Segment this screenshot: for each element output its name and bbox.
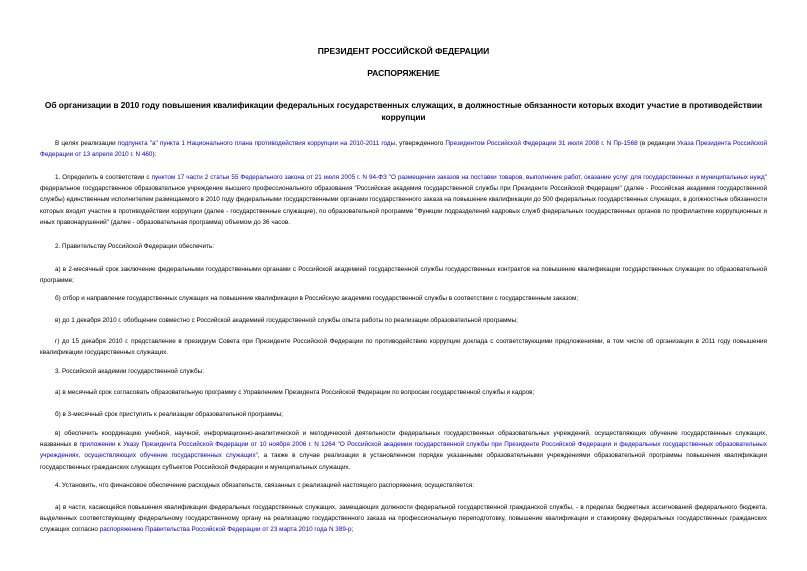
paragraph-2: 2. Правительству Российской Федерации обеспечить: xyxy=(55,243,215,250)
paragraph-3: 3. Российской академии государственной службы: xyxy=(55,368,204,375)
paragraph-4: 4. Установить, что финансовое обеспечение расходных обязательств, связанных с реализацией настоящего распоряжения, осуществляется: xyxy=(55,482,475,489)
paragraph-2a: а) в 2-месячный срок заключение федеральными государственными органами с Российской академией государственной службы государственных контрактов на повышение квалификации государственных служащих по образовательной программе; xyxy=(40,266,767,285)
link-appendix[interactable]: приложении xyxy=(79,441,116,449)
preamble-text: ): xyxy=(152,151,157,159)
preamble-text: (в редакции xyxy=(637,140,678,147)
paragraph-text: а) в части, касающейся повышения квалификации федеральных государственных служащих, замещающих должности федеральной государственной гражданской службы, - в пределах бюджетных ассигнований федерального бюджета, выделенных соответствующему федеральному государственному органу на реализацию государственного заказа на профессиональную переподготовку, повышение квалификации и стажировку федеральных государственных гражданских служащих согласно xyxy=(40,504,767,534)
document-title: Об организации в 2010 году повышения квалификации федеральных государственных служащих, в должностные обязанности которых входит участие в противодействии коррупции xyxy=(44,100,763,122)
paragraph-3c xyxy=(40,428,767,473)
link-federal-law-94[interactable]: пунктом 17 части 2 статьи 55 Федерального закона от 21 июля 2005 г. N 94-ФЗ "О размещении заказов на поставки товаров, выполнение работ, оказание услуг для государственных и муниципальных нужд" xyxy=(151,174,767,181)
paragraph-text: федеральное государственное образовательное учреждение высшего профессионального образования "Российская академия государственной службы при Президенте Российской Федерации" (далее - Российская академия государственной службы) единственным исполнителем размещаемого в 2010 году федеральными государственными органами государственного заказа на повышение квалификации до 500 федеральных государственных служащих, в должностные обязанности которых входит участие в противодействии коррупции (далее - государственные служащие), по образовательной программе "Функции подразделений кадровых служб федеральных государственных органов по профилактике коррупционных и иных правонарушений" (далее - образовательная программа) объемом до 36 часов. xyxy=(40,185,767,226)
link-president-approval[interactable]: Президентом Российской Федерации 31 июля 2008 г. N Пр-1568 xyxy=(445,140,638,147)
paragraph-3a: а) в месячный срок согласовать образовательную программу с Управлением Президента Российской Федерации по вопросам государственной службы и кадров; xyxy=(55,389,535,396)
paragraph-text: к xyxy=(115,441,124,449)
paragraph-text: в) обеспечить координацию учебной, научной, информационно-аналитической и методической деятельности федеральных государственных образовательных учреждений, осуществляющих обучение государственных служащих, названных в xyxy=(40,430,767,449)
link-national-anticorruption-plan[interactable]: подпункта "а" пункта 1 Национального плана противодействия коррупции на 2010-2011 годы xyxy=(117,140,396,147)
paragraph-text: 1. Определить в соответствии с xyxy=(55,174,152,181)
document-type: РАСПОРЯЖЕНИЕ xyxy=(367,68,440,78)
link-decree-460[interactable]: Указа Президента Российской Федерации от 13 апреля 2010 г. N 460 xyxy=(40,140,768,159)
paragraph-2d: г) до 15 декабря 2010 г. представление в президиум Совета при Президенте Российской Федерации по противодействию коррупции доклада с соответствующими предложениями, в том числе об организации в 2011 году повышения квалификации государственных служащих. xyxy=(40,338,767,357)
paragraph-2b: б) отбор и направление государственных служащих на повышение квалификации в Российскую академию государственной службы в соответствии с государственным заказом; xyxy=(55,295,579,302)
paragraph-3b: б) в 3-месячный срок приступить к реализации образовательной программы; xyxy=(55,411,283,418)
link-order-389r[interactable]: распоряжению Правительства Российской Федерации от 23 марта 2010 года N 389-р xyxy=(99,526,352,534)
paragraph-2c: в) до 1 декабря 2010 г. обобщение совместно с Российской академией государственной службы опыта работы по реализации образовательной программы; xyxy=(55,317,518,324)
paragraph-text: ; xyxy=(351,526,354,534)
preamble-paragraph xyxy=(40,138,767,160)
paragraph-text: , а также в случае реализации в установленном порядке указанными образовательными учреждениями образовательной программы повышения квалификации государственных гражданских служащих субъектов Российской Федерации и муниципальных служащих. xyxy=(40,452,767,471)
paragraph-4a xyxy=(40,502,767,536)
issuing-authority: ПРЕЗИДЕНТ РОССИЙСКОЙ ФЕДЕРАЦИИ xyxy=(317,46,490,56)
preamble-text: , утвержденного xyxy=(395,140,446,147)
link-decree-1264[interactable]: Указу Президента Российской Федерации от 10 ноября 2006 г. N 1264 "О Российской академии государственной службы при Президенте Российской Федерации и федеральных государственных образовательных учреждениях, осуществляющих обучение государственных служащих" xyxy=(40,441,767,460)
paragraph-1 xyxy=(40,172,767,228)
preamble-text: В целях реализации xyxy=(55,140,118,147)
